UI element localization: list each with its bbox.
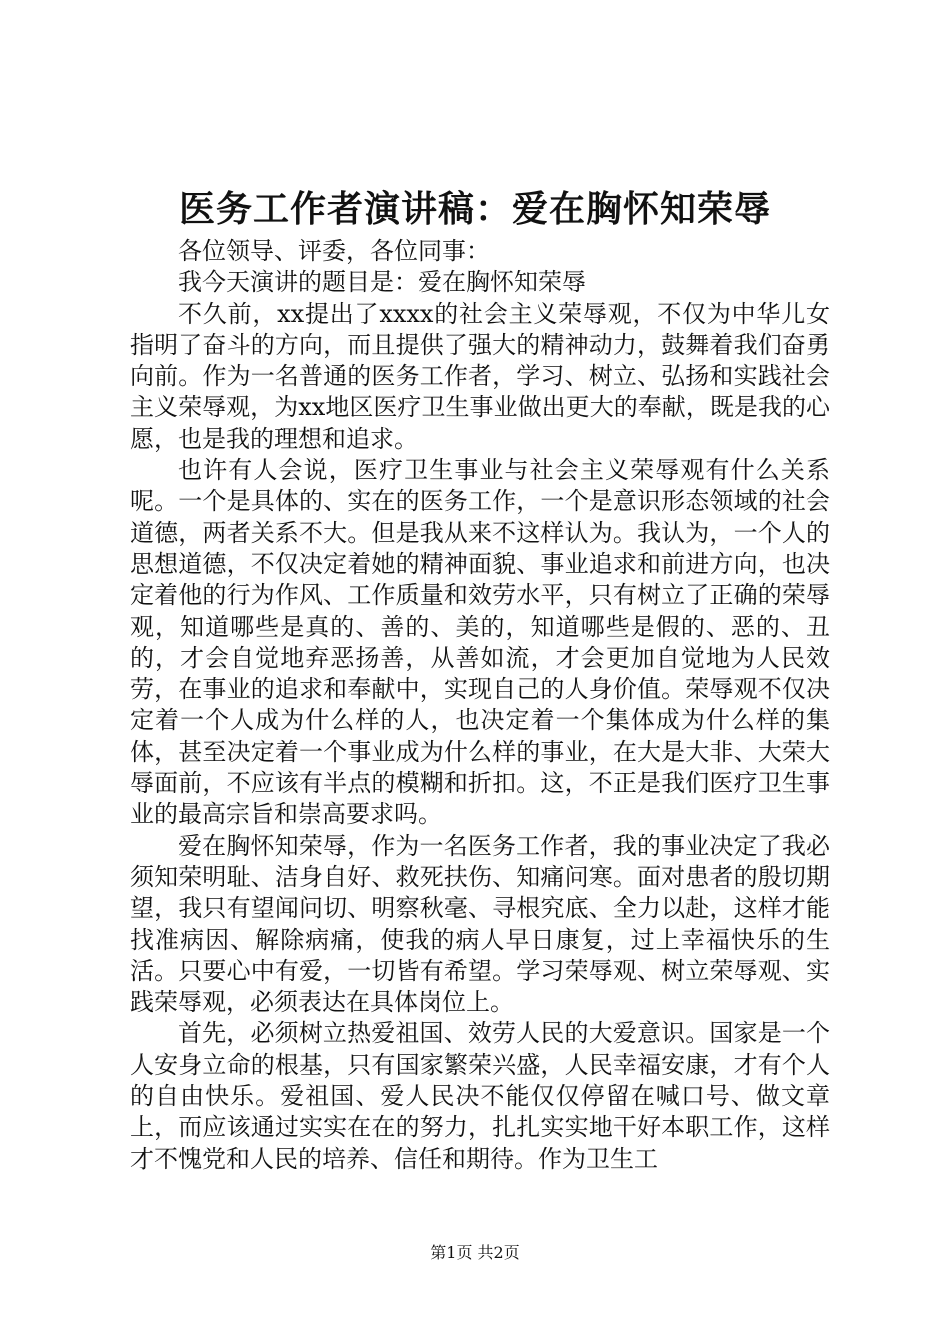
- body-paragraph: 不久前，xx提出了xxxx的社会主义荣辱观，不仅为中华儿女指明了奋斗的方向，而且提供了强大的精神动力，鼓舞着我们奋勇向前。作为一名普通的医务工作者，学习、树立、弘扬和实践社会主义荣辱观，为xx地区医疗卫生事业做出更大的奉献，既是我的心愿，也是我的理想和追求。: [130, 299, 830, 453]
- document-title: 医务工作者演讲稿：爱在胸怀知荣辱: [178, 188, 771, 230]
- body-paragraph: 爱在胸怀知荣辱，作为一名医务工作者，我的事业决定了我必须知荣明耻、洁身自好、救死扶伤、知痛问寒。面对患者的殷切期望，我只有望闻问切、明察秋毫、寻根究底、全力以赴，这样才能找准病因、解除病痛，使我的病人早日康复，过上幸福快乐的生活。只要心中有爱，一切皆有希望。学习荣辱观、树立荣辱观、实践荣辱观，必须表达在具体岗位上。: [130, 831, 830, 1017]
- body-paragraph: 也许有人会说，医疗卫生事业与社会主义荣辱观有什么关系呢。一个是具体的、实在的医务工作，一个是意识形态领域的社会道德，两者关系不大。但是我从来不这样认为。我认为，一个人的思想道德，不仅决定着她的精神面貌、事业追求和前进方向，也决定着他的行为作风、工作质量和效劳水平，只有树立了正确的荣辱观，知道哪些是真的、善的、美的，知道哪些是假的、恶的、丑的，才会自觉地弃恶扬善，从善如流，才会更加自觉地为人民效劳，在事业的追求和奉献中，实现自己的人身价值。荣辱观不仅决定着一个人成为什么样的人，也决定着一个集体成为什么样的集体，甚至决定着一个事业成为什么样的事业，在大是大非、大荣大辱面前，不应该有半点的模糊和折扣。这，不正是我们医疗卫生事业的最高宗旨和崇高要求吗。: [130, 456, 830, 829]
- topic-paragraph: 我今天演讲的题目是：爱在胸怀知荣辱: [178, 268, 586, 297]
- body-paragraph: 首先，必须树立热爱祖国、效劳人民的大爱意识。国家是一个人安身立命的根基，只有国家繁荣兴盛，人民幸福安康，才有个人的自由快乐。爱祖国、爱人民决不能仅仅停留在喊口号、做文章上，而应该通过实实在在的努力，扎扎实实地干好本职工作，这样才不愧党和人民的培养、信任和期待。作为卫生工: [130, 1019, 830, 1173]
- document-body: [130, 236, 830, 1175]
- greeting-paragraph: 各位领导、评委，各位同事：: [178, 237, 490, 265]
- page-footer: 第1页 共2页: [430, 1243, 520, 1262]
